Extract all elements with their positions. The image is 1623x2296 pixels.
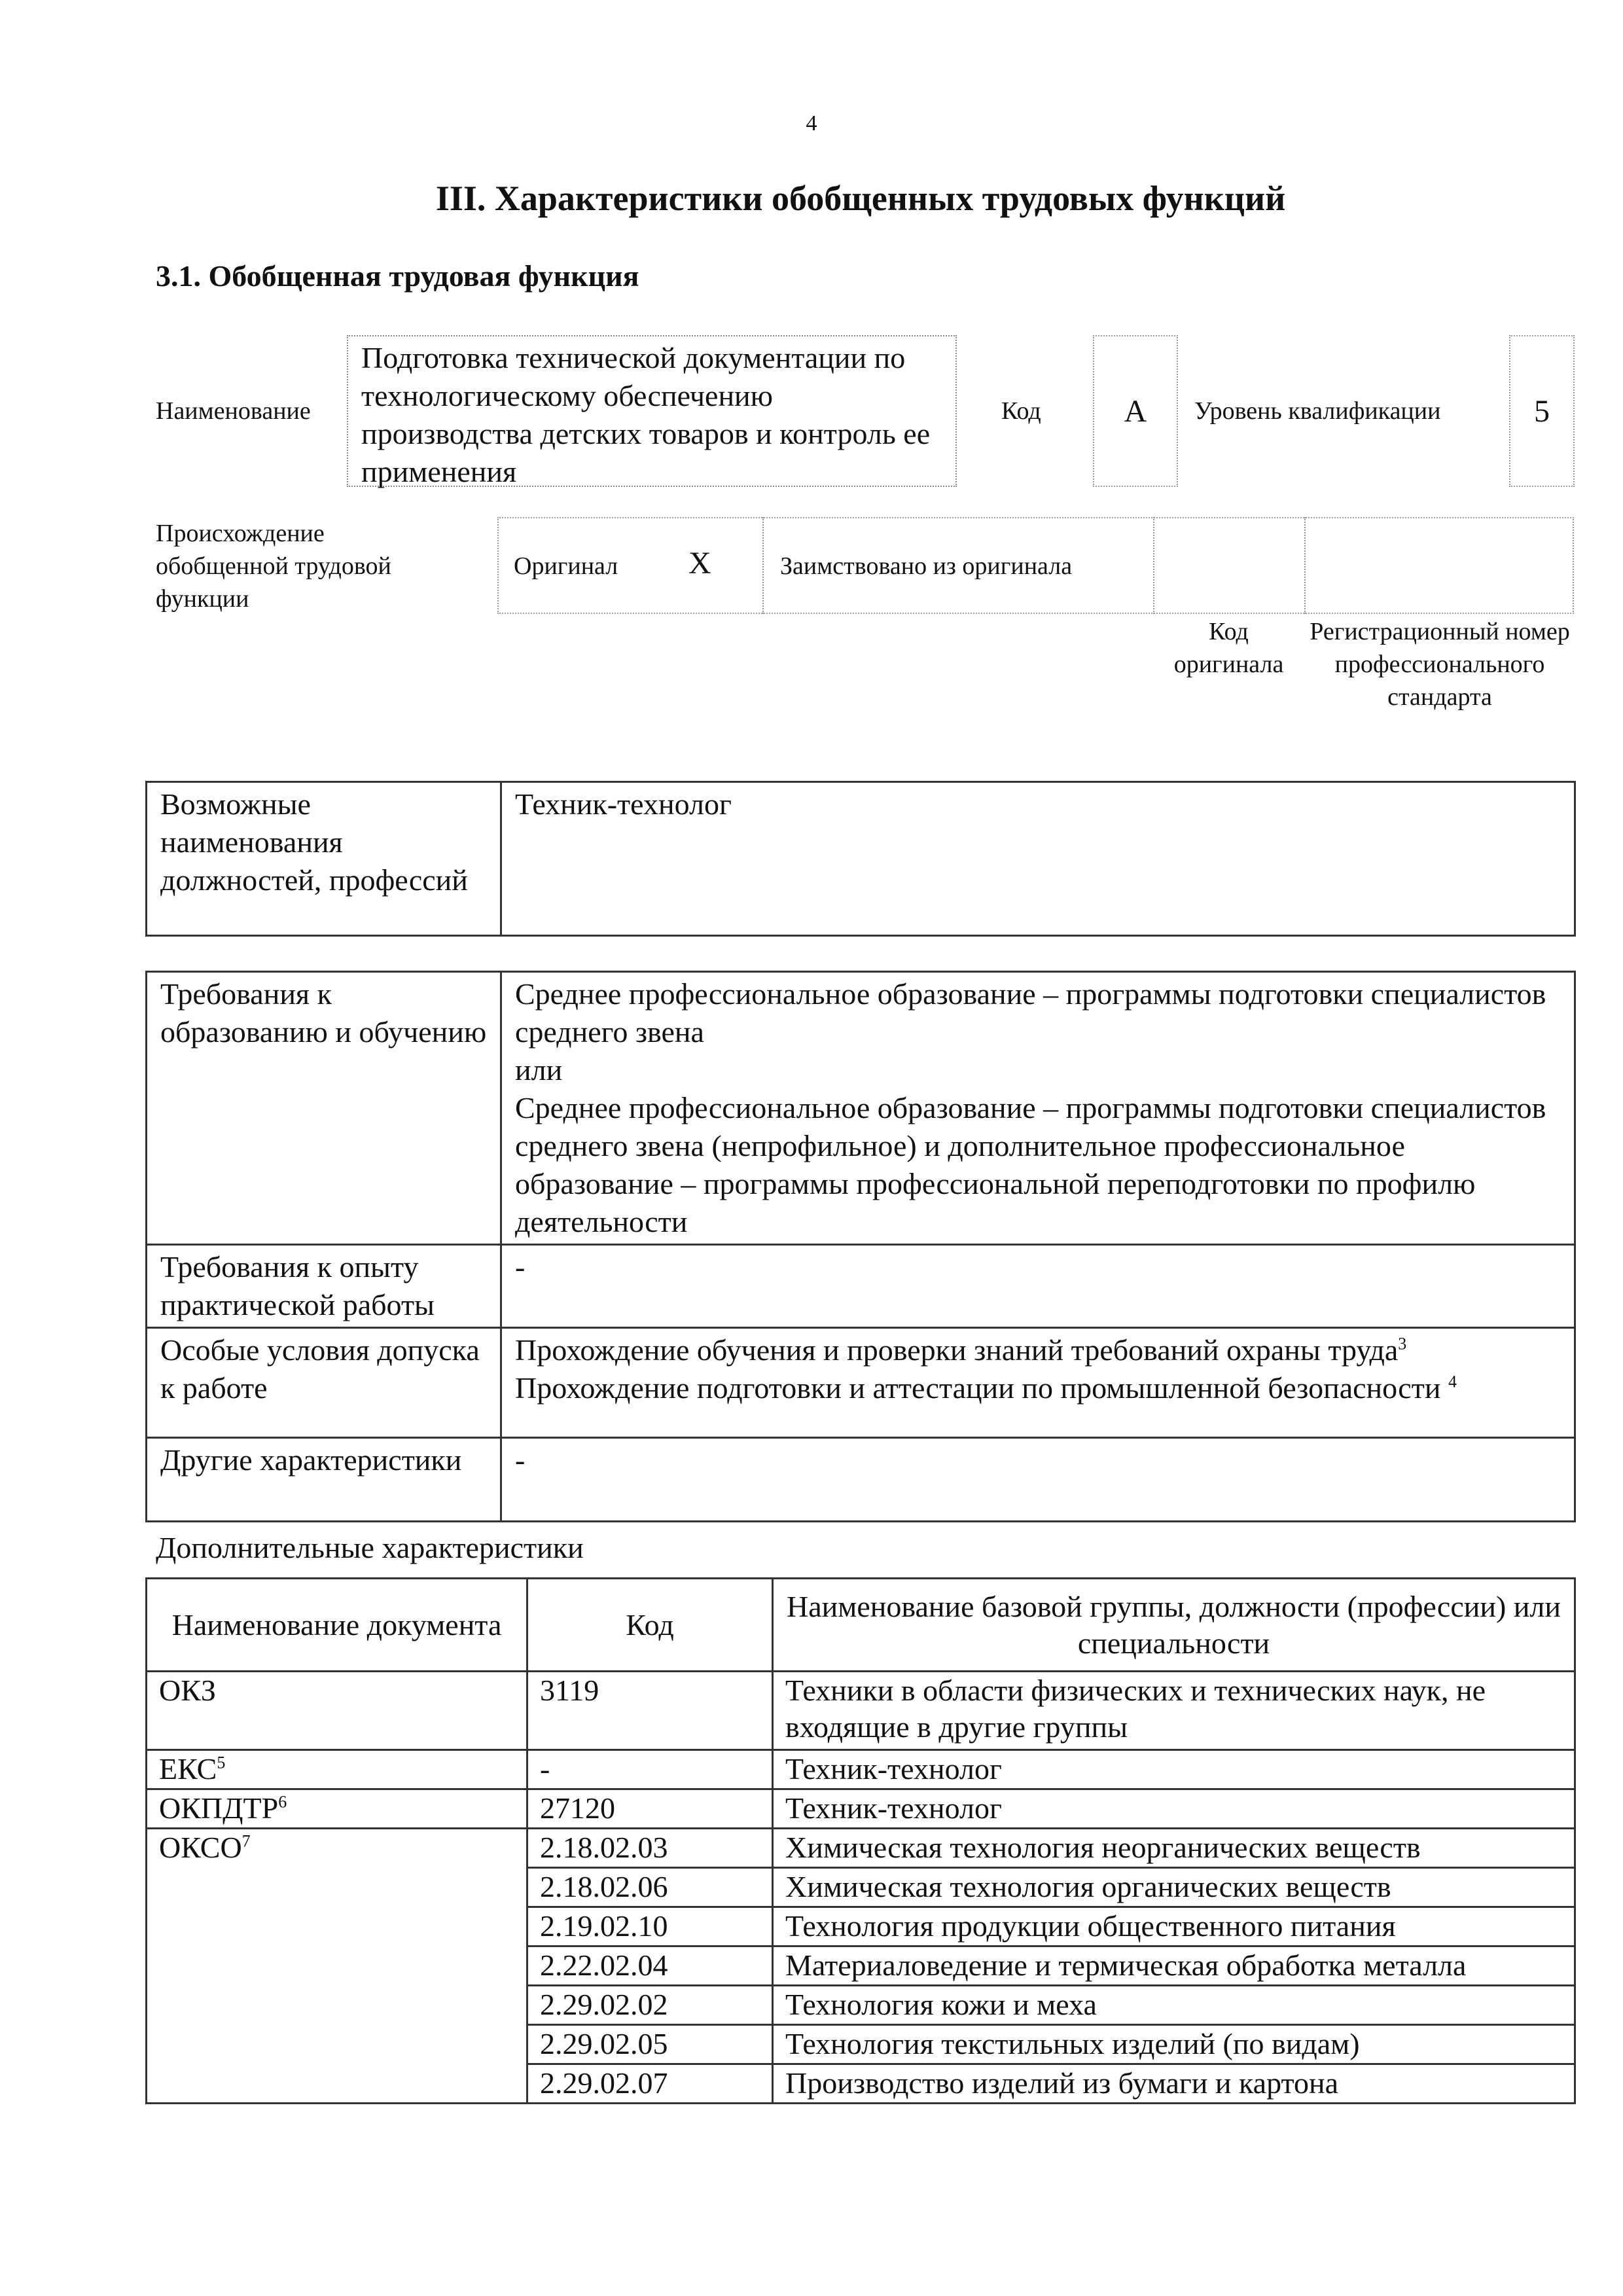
row-name: Производство изделий из бумаги и картона bbox=[773, 2064, 1575, 2104]
table-row bbox=[147, 1672, 1575, 1750]
admission-line-2: Прохождение подготовки и аттестации по промышленной безопасности bbox=[515, 1371, 1441, 1405]
level-box bbox=[1509, 335, 1575, 487]
code-value: А bbox=[1124, 393, 1147, 429]
level-value: 5 bbox=[1534, 393, 1550, 429]
header-doc: Наименование документа bbox=[147, 1579, 527, 1672]
row-doc: ЕКС$^5$ bbox=[147, 1750, 527, 1789]
admission-value bbox=[501, 1328, 1575, 1438]
page-number: 4 bbox=[806, 111, 817, 135]
section-title: III. Характеристики обобщенных трудовых функций bbox=[435, 179, 1286, 218]
header-name: Наименование базовой группы, должности (профессии) или специальности bbox=[773, 1579, 1575, 1672]
row-code: 2.29.02.05 bbox=[527, 2025, 773, 2064]
row-code: 27120 bbox=[527, 1789, 773, 1829]
row-doc: ОКЗ bbox=[147, 1672, 527, 1750]
education-value bbox=[501, 972, 1575, 1245]
original-label: Оригинал bbox=[514, 552, 618, 580]
function-name-value: Подготовка технической документации по технологическому обеспечению производства детских товаров и контроль ее применения bbox=[361, 341, 931, 488]
other-value: - bbox=[501, 1438, 1575, 1522]
row-name: Техники в области физических и технических наук, не входящие в другие группы bbox=[773, 1672, 1575, 1750]
table-row bbox=[147, 1829, 1575, 1868]
additional-title: Дополнительные характеристики bbox=[156, 1531, 584, 1564]
requirements-table bbox=[145, 971, 1576, 1522]
row-code: 2.19.02.10 bbox=[527, 1907, 773, 1946]
admission-label: Особые условия допуска к работе bbox=[147, 1328, 501, 1438]
education-line-1: Среднее профессиональное образование – программы подготовки специалистов среднего звена bbox=[515, 977, 1546, 1049]
table-row bbox=[147, 1750, 1575, 1789]
other-label: Другие характеристики bbox=[147, 1438, 501, 1522]
code-original-caption: Код оригинала bbox=[1173, 618, 1284, 678]
row-code: 3119 bbox=[527, 1672, 773, 1750]
level-label: Уровень квалификации bbox=[1194, 397, 1441, 425]
row-code: - bbox=[527, 1750, 773, 1789]
footnote-3: 3 bbox=[1398, 1334, 1407, 1354]
row-code: 2.18.02.03 bbox=[527, 1829, 773, 1868]
original-mark: X bbox=[688, 546, 711, 581]
education-line-3: Среднее профессиональное образование – программы подготовки специалистов среднего звена (непрофильное) и дополнительное профессиональное образование – программы профессиональной переподготовки по профилю деятельности bbox=[515, 1091, 1546, 1238]
row-name: Техник-технолог bbox=[773, 1750, 1575, 1789]
row-name: Технология продукции общественного питания bbox=[773, 1907, 1575, 1946]
row-code: 2.29.02.07 bbox=[527, 2064, 773, 2104]
row-code: 2.22.02.04 bbox=[527, 1946, 773, 1986]
code-label: Код bbox=[1001, 397, 1041, 425]
admission-line-1: Прохождение обучения и проверки знаний требований охраны труда bbox=[515, 1333, 1399, 1367]
row-name: Химическая технология органических веществ bbox=[773, 1868, 1575, 1907]
subsection-title: 3.1. Обобщенная трудовая функция bbox=[156, 259, 639, 293]
additional-table bbox=[145, 1577, 1576, 2104]
footnote-4: 4 bbox=[1448, 1372, 1457, 1391]
education-label: Требования к образованию и обучению bbox=[147, 972, 501, 1245]
function-name-box bbox=[347, 335, 957, 487]
row-name: Технология текстильных изделий (по видам) bbox=[773, 2025, 1575, 2064]
row-name: Техник-технолог bbox=[773, 1789, 1575, 1829]
name-label: Наименование bbox=[156, 397, 311, 425]
row-name: Материаловедение и термическая обработка металла bbox=[773, 1946, 1575, 1986]
experience-label: Требования к опыту практической работы bbox=[147, 1245, 501, 1328]
row-code: 2.29.02.02 bbox=[527, 1986, 773, 2025]
row-code: 2.18.02.06 bbox=[527, 1868, 773, 1907]
borrowed-label: Заимствовано из оригинала bbox=[780, 552, 1073, 580]
row-doc: ОКПДТР$^6$ bbox=[147, 1789, 527, 1829]
positions-label: Возможные наименования должностей, профессий bbox=[147, 782, 501, 936]
positions-value: Техник-технолог bbox=[501, 782, 1575, 936]
header-code: Код bbox=[527, 1579, 773, 1672]
positions-table bbox=[145, 781, 1576, 937]
origin-label: Происхождение обобщенной трудовой функции bbox=[156, 520, 391, 613]
experience-value: - bbox=[501, 1245, 1575, 1328]
education-line-2: или bbox=[515, 1053, 563, 1086]
row-name: Химическая технология неорганических веществ bbox=[773, 1829, 1575, 1868]
reg-number-caption: Регистрационный номер профессионального стандарта bbox=[1310, 618, 1570, 711]
code-box bbox=[1093, 335, 1178, 487]
row-name: Технология кожи и меха bbox=[773, 1986, 1575, 2025]
row-doc: ОКСО$^7$ bbox=[147, 1829, 527, 2104]
table-row bbox=[147, 1789, 1575, 1829]
